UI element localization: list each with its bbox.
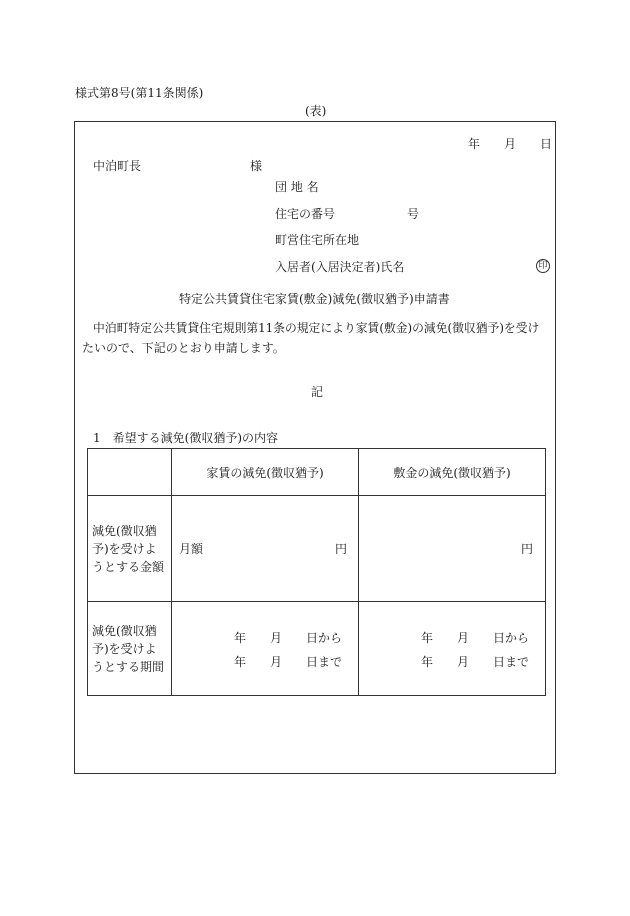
deposit-from-month: 月 (457, 631, 470, 645)
deposit-amount-cell (359, 496, 546, 602)
rent-period-cell (172, 602, 359, 696)
deposit-from-year: 年 (421, 631, 434, 645)
deposit-period-cell (359, 602, 546, 696)
side-label: (表) (305, 104, 327, 118)
form-number: 様式第8号(第11条関係) (75, 86, 204, 100)
row-label-amount: 減免(徴収猶予)を受けようとする金額 (88, 496, 172, 602)
house-number-suffix: 号 (407, 207, 420, 221)
deposit-until-day: 日まで (493, 655, 530, 669)
rent-from-month: 月 (270, 631, 283, 645)
col-header-deposit: 敷金の減免(徴収猶予) (359, 449, 546, 496)
table-corner-cell (88, 449, 172, 496)
date-day: 日 (540, 137, 553, 151)
date-month: 月 (504, 137, 517, 151)
rent-until-year: 年 (234, 655, 247, 669)
group-name-label: 団 地 名 (275, 180, 319, 194)
col-header-rent: 家賃の減免(徴収猶予) (172, 449, 359, 496)
monthly-label: 月額 (179, 542, 204, 556)
rent-from-day: 日から (306, 631, 343, 645)
addressee-honorific: 様 (250, 159, 263, 173)
rent-yen: 円 (335, 542, 348, 556)
rent-amount-cell (172, 496, 359, 602)
deposit-from-day: 日から (493, 631, 530, 645)
section-1-heading: 1 希望する減免(徴収猶予)の内容 (93, 431, 278, 445)
body-line-1: 中泊町特定公共賃貸住宅規則第11条の規定により家賃(敷金)の減免(徴収猶予)を受け (93, 321, 540, 335)
address-label: 町営住宅所在地 (275, 233, 360, 247)
addressee-name: 中泊町長 (93, 159, 142, 173)
deposit-until-year: 年 (421, 655, 434, 669)
rent-until-day: 日まで (306, 655, 343, 669)
resident-label: 入居者(入居決定者)氏名 (275, 260, 405, 274)
row-label-period: 減免(徴収猶予)を受けようとする期間 (88, 602, 172, 696)
seal-mark: 印 (536, 259, 550, 273)
exemption-table (87, 448, 546, 696)
rent-until-month: 月 (270, 655, 283, 669)
date-year: 年 (468, 137, 481, 151)
deposit-yen: 円 (521, 542, 534, 556)
ki-heading: 記 (311, 385, 324, 399)
rent-from-year: 年 (234, 631, 247, 645)
body-line-2: たいので、下記のとおり申請します。 (82, 341, 285, 355)
document-title: 特定公共賃貸住宅家賃(敷金)減免(徴収猶予)申請書 (179, 292, 450, 306)
deposit-until-month: 月 (457, 655, 470, 669)
house-number-label: 住宅の番号 (275, 207, 336, 221)
